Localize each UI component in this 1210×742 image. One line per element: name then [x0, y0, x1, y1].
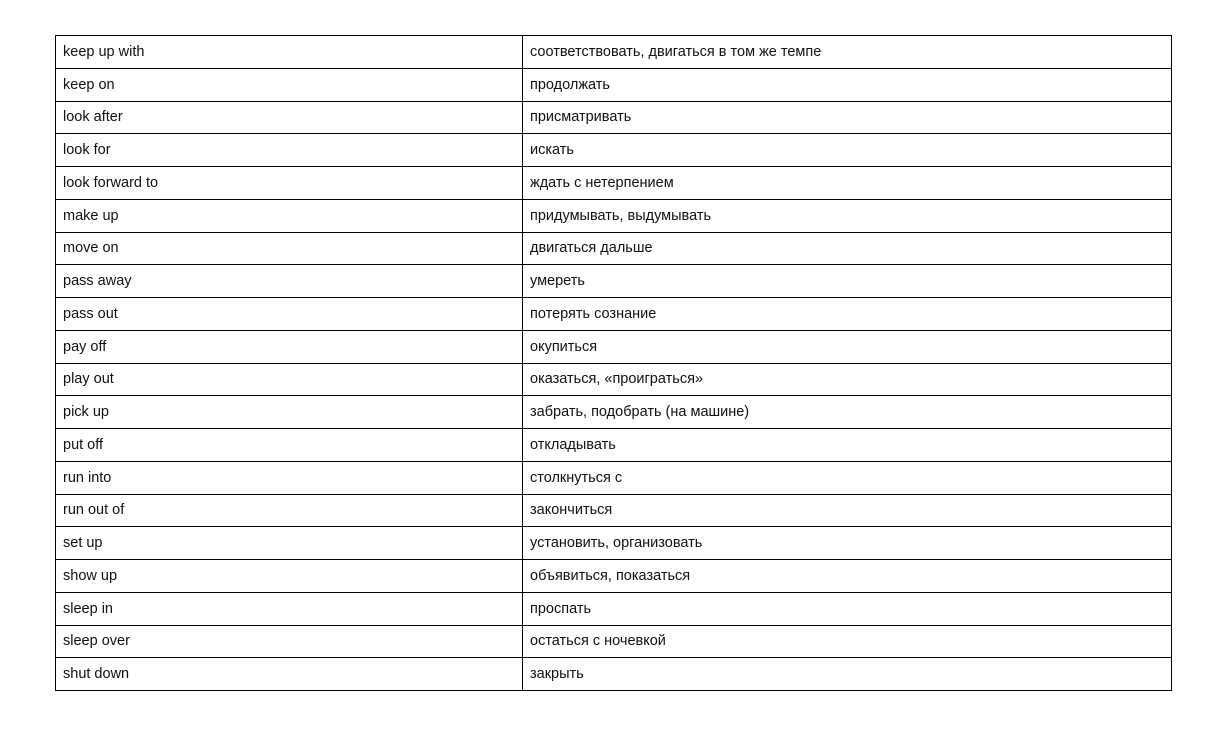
translation-cell: ждать с нетерпением — [523, 167, 1172, 200]
table-row — [56, 36, 1172, 69]
translation-cell: закрыть — [523, 658, 1172, 691]
table-row — [56, 232, 1172, 265]
table-row — [56, 560, 1172, 593]
translation-cell: придумывать, выдумывать — [523, 199, 1172, 232]
table-row — [56, 298, 1172, 331]
table-row — [56, 592, 1172, 625]
table-row — [56, 461, 1172, 494]
translation-cell: потерять сознание — [523, 298, 1172, 331]
table-row — [56, 658, 1172, 691]
translation-cell: откладывать — [523, 429, 1172, 462]
translation-cell: остаться с ночевкой — [523, 625, 1172, 658]
phrase-cell: move on — [56, 232, 523, 265]
phrase-cell: shut down — [56, 658, 523, 691]
translation-cell: искать — [523, 134, 1172, 167]
phrase-cell: look forward to — [56, 167, 523, 200]
phrase-cell: sleep over — [56, 625, 523, 658]
translation-cell: объявиться, показаться — [523, 560, 1172, 593]
phrase-cell: pass out — [56, 298, 523, 331]
phrasal-verbs-table — [55, 35, 1172, 691]
translation-cell: проспать — [523, 592, 1172, 625]
table-row — [56, 265, 1172, 298]
phrase-cell: make up — [56, 199, 523, 232]
phrase-cell: pick up — [56, 396, 523, 429]
table-row — [56, 68, 1172, 101]
phrase-cell: set up — [56, 527, 523, 560]
table-row — [56, 330, 1172, 363]
table-row — [56, 167, 1172, 200]
translation-cell: забрать, подобрать (на машине) — [523, 396, 1172, 429]
phrase-cell: look after — [56, 101, 523, 134]
phrase-cell: run out of — [56, 494, 523, 527]
phrase-cell: keep on — [56, 68, 523, 101]
table-body — [56, 36, 1172, 691]
translation-cell: установить, организовать — [523, 527, 1172, 560]
phrase-cell: pass away — [56, 265, 523, 298]
phrase-cell: sleep in — [56, 592, 523, 625]
translation-cell: умереть — [523, 265, 1172, 298]
table-row — [56, 199, 1172, 232]
translation-cell: столкнуться с — [523, 461, 1172, 494]
translation-cell: присматривать — [523, 101, 1172, 134]
table-row — [56, 527, 1172, 560]
translation-cell: продолжать — [523, 68, 1172, 101]
table-row — [56, 101, 1172, 134]
translation-cell: закончиться — [523, 494, 1172, 527]
table-row — [56, 494, 1172, 527]
phrase-cell: show up — [56, 560, 523, 593]
translation-cell: соответствовать, двигаться в том же темпе — [523, 36, 1172, 69]
table-row — [56, 429, 1172, 462]
table-row — [56, 396, 1172, 429]
translation-cell: двигаться дальше — [523, 232, 1172, 265]
table-row — [56, 134, 1172, 167]
phrase-cell: run into — [56, 461, 523, 494]
table-row — [56, 363, 1172, 396]
phrase-cell: keep up with — [56, 36, 523, 69]
phrase-cell: put off — [56, 429, 523, 462]
phrase-cell: look for — [56, 134, 523, 167]
translation-cell: оказаться, «проиграться» — [523, 363, 1172, 396]
table-row — [56, 625, 1172, 658]
translation-cell: окупиться — [523, 330, 1172, 363]
phrase-cell: pay off — [56, 330, 523, 363]
phrase-cell: play out — [56, 363, 523, 396]
